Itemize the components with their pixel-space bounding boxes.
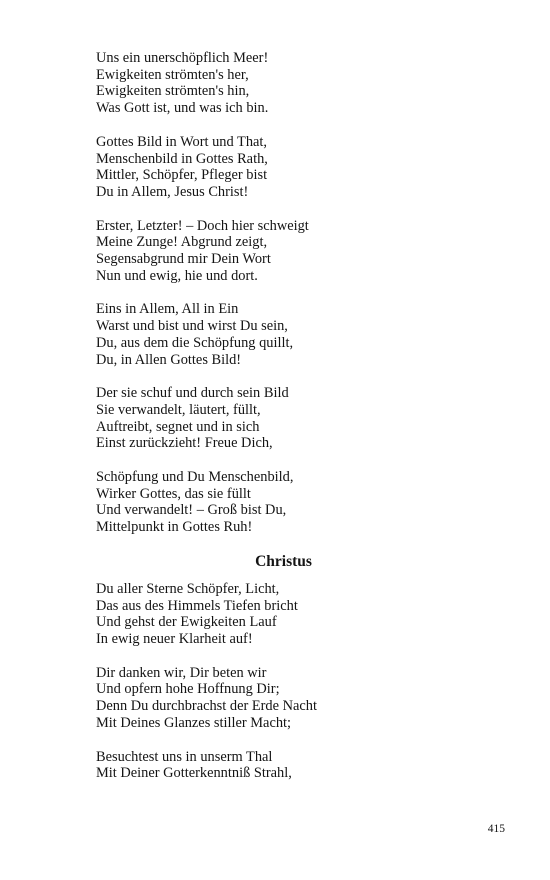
stanza — [96, 665, 436, 732]
verse-line: Uns ein unerschöpflich Meer! — [96, 50, 269, 66]
verse-line: Sie verwandelt, läutert, füllt, — [96, 401, 261, 418]
verse-line: Der sie schuf und durch sein Bild — [96, 385, 289, 402]
verse-line: Ewigkeiten strömten's her, — [96, 66, 249, 83]
stanza — [96, 218, 436, 285]
verse-line: Mittelpunkt in Gottes Ruh! — [96, 519, 253, 536]
verse-line: Du aller Sterne Schöpfer, Licht, — [96, 580, 280, 597]
verse-line: Segensabgrund mir Dein Wort — [96, 251, 271, 268]
stanza — [96, 134, 436, 201]
stanza — [96, 301, 436, 368]
verse-line: Ewigkeiten strömten's hin, — [96, 83, 250, 100]
verse-line: Besuchtest uns in unserm Thal — [96, 748, 273, 765]
verse-line: Und gehst der Ewigkeiten Lauf — [96, 614, 277, 631]
verse-line: Dir danken wir, Dir beten wir — [96, 664, 267, 681]
verse-line: Erster, Letzter! – Doch hier schweigt — [96, 217, 309, 234]
verse-line: Mittler, Schöpfer, Pfleger bist — [96, 167, 268, 184]
stanza — [96, 50, 436, 117]
verse-line: Du, in Allen Gottes Bild! — [96, 351, 242, 368]
verse-line: Einst zurückzieht! Freue Dich, — [96, 435, 273, 452]
verse-line: Mit Deines Glanzes stiller Macht; — [96, 714, 292, 731]
text-block — [96, 50, 436, 799]
stanza — [96, 581, 436, 648]
verse-line: Menschenbild in Gottes Rath, — [96, 150, 268, 167]
verse-line: In ewig neuer Klarheit auf! — [96, 630, 253, 647]
verse-line: Auftreibt, segnet und in sich — [96, 418, 260, 435]
verse-line: Meine Zunge! Abgrund zeigt, — [96, 234, 268, 251]
verse-line: Eins in Allem, All in Ein — [96, 301, 239, 318]
verse-line: Warst und bist und wirst Du sein, — [96, 318, 288, 335]
verse-line: Du, aus dem die Schöpfung quillt, — [96, 334, 294, 351]
verse-line: Nun und ewig, hie und dort. — [96, 267, 258, 284]
verse-line: Was Gott ist, und was ich bin. — [96, 100, 269, 117]
verse-line: Schöpfung und Du Menschenbild, — [96, 469, 294, 486]
verse-line: Wirker Gottes, das sie füllt — [96, 485, 251, 502]
stanza — [96, 469, 436, 536]
stanza — [96, 385, 436, 452]
poem-title: Christus — [255, 552, 312, 570]
verse-line: Denn Du durchbrachst der Erde Nacht — [96, 698, 317, 715]
verse-line: Und verwandelt! – Groß bist Du, — [96, 502, 287, 519]
stanza — [96, 749, 436, 782]
verse-line: Gottes Bild in Wort und That, — [96, 133, 267, 150]
verse-line: Und opfern hohe Hoffnung Dir; — [96, 681, 280, 698]
page-number: 415 — [487, 823, 505, 835]
verse-line: Du in Allem, Jesus Christ! — [96, 183, 249, 200]
verse-line: Mit Deiner Gotterkenntniß Strahl, — [96, 765, 292, 782]
verse-line: Das aus des Himmels Tiefen bricht — [96, 597, 298, 614]
